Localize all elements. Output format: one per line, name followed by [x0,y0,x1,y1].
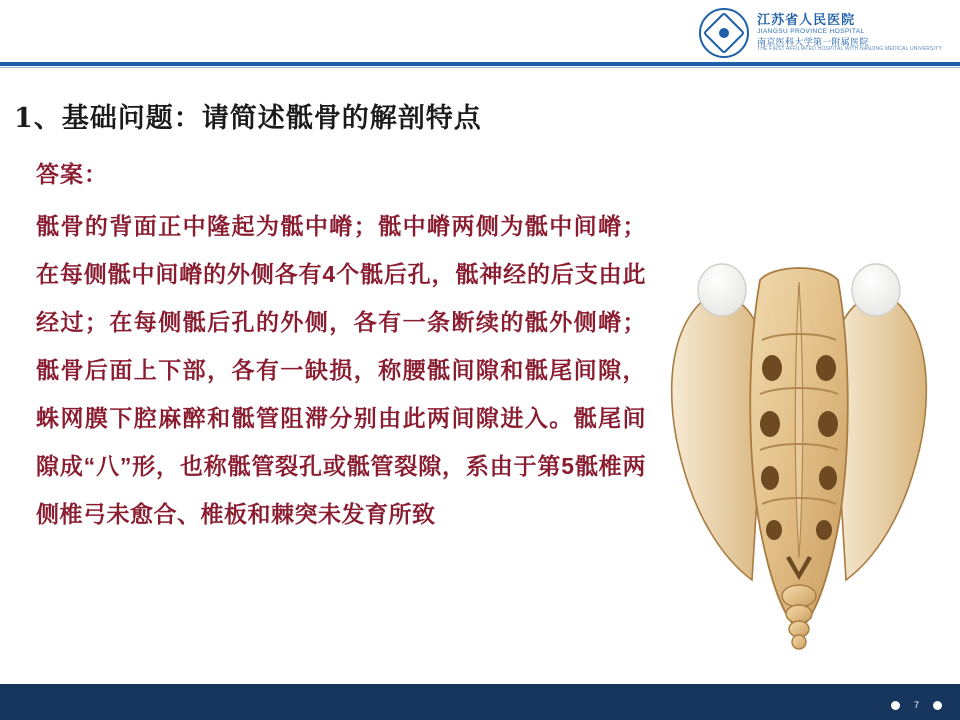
header-divider-thin [0,67,960,68]
hospital-subname-cn: 南京医科大学第一附属医院 [757,36,869,47]
page-title: 1、基础问题：请简述骶骨的解剖特点 [14,103,482,134]
hospital-name-en: JIANGSU PROVINCE HOSPITAL [757,28,865,36]
footer-pager [891,700,942,710]
pager-dot[interactable] [891,701,900,710]
pager-dot[interactable] [933,701,942,710]
header-divider [0,62,960,66]
hospital-logo-text [757,13,942,53]
answer-text: 骶骨的背面正中隆起为骶中嵴；骶中嵴两侧为骶中间嵴；在每侧骶中间嵴的外侧各有4个骶后孔，骶神经的后支由此经过；在每侧骶后孔的外侧，各有一条断续的骶外侧嵴；骶骨后面上下部，各有一缺损，称腰骶间隙和骶尾间隙，蛛网膜下腔麻醉和骶管阻滞分别由此两间隙进入。骶尾间隙成“八”形，也称骶管裂孔或骶管裂隙，系由于第5骶椎两侧椎弓未愈合、椎板和棘突未发育所致 [36,213,646,527]
slide-header [0,0,960,62]
page-number: 7 [913,700,919,710]
answer-label: 答案： [36,161,108,187]
slide-footer [0,684,960,720]
hospital-emblem-icon [699,8,749,58]
hospital-logo [699,8,942,58]
sacrum-posterior-view-illustration [648,228,948,658]
hospital-name-cn: 江苏省人民医院 [757,12,856,28]
hospital-subname-en: THE FIRST AFFILIATED HOSPITAL WITH NANJING MEDICAL UNIVERSITY [757,46,942,52]
